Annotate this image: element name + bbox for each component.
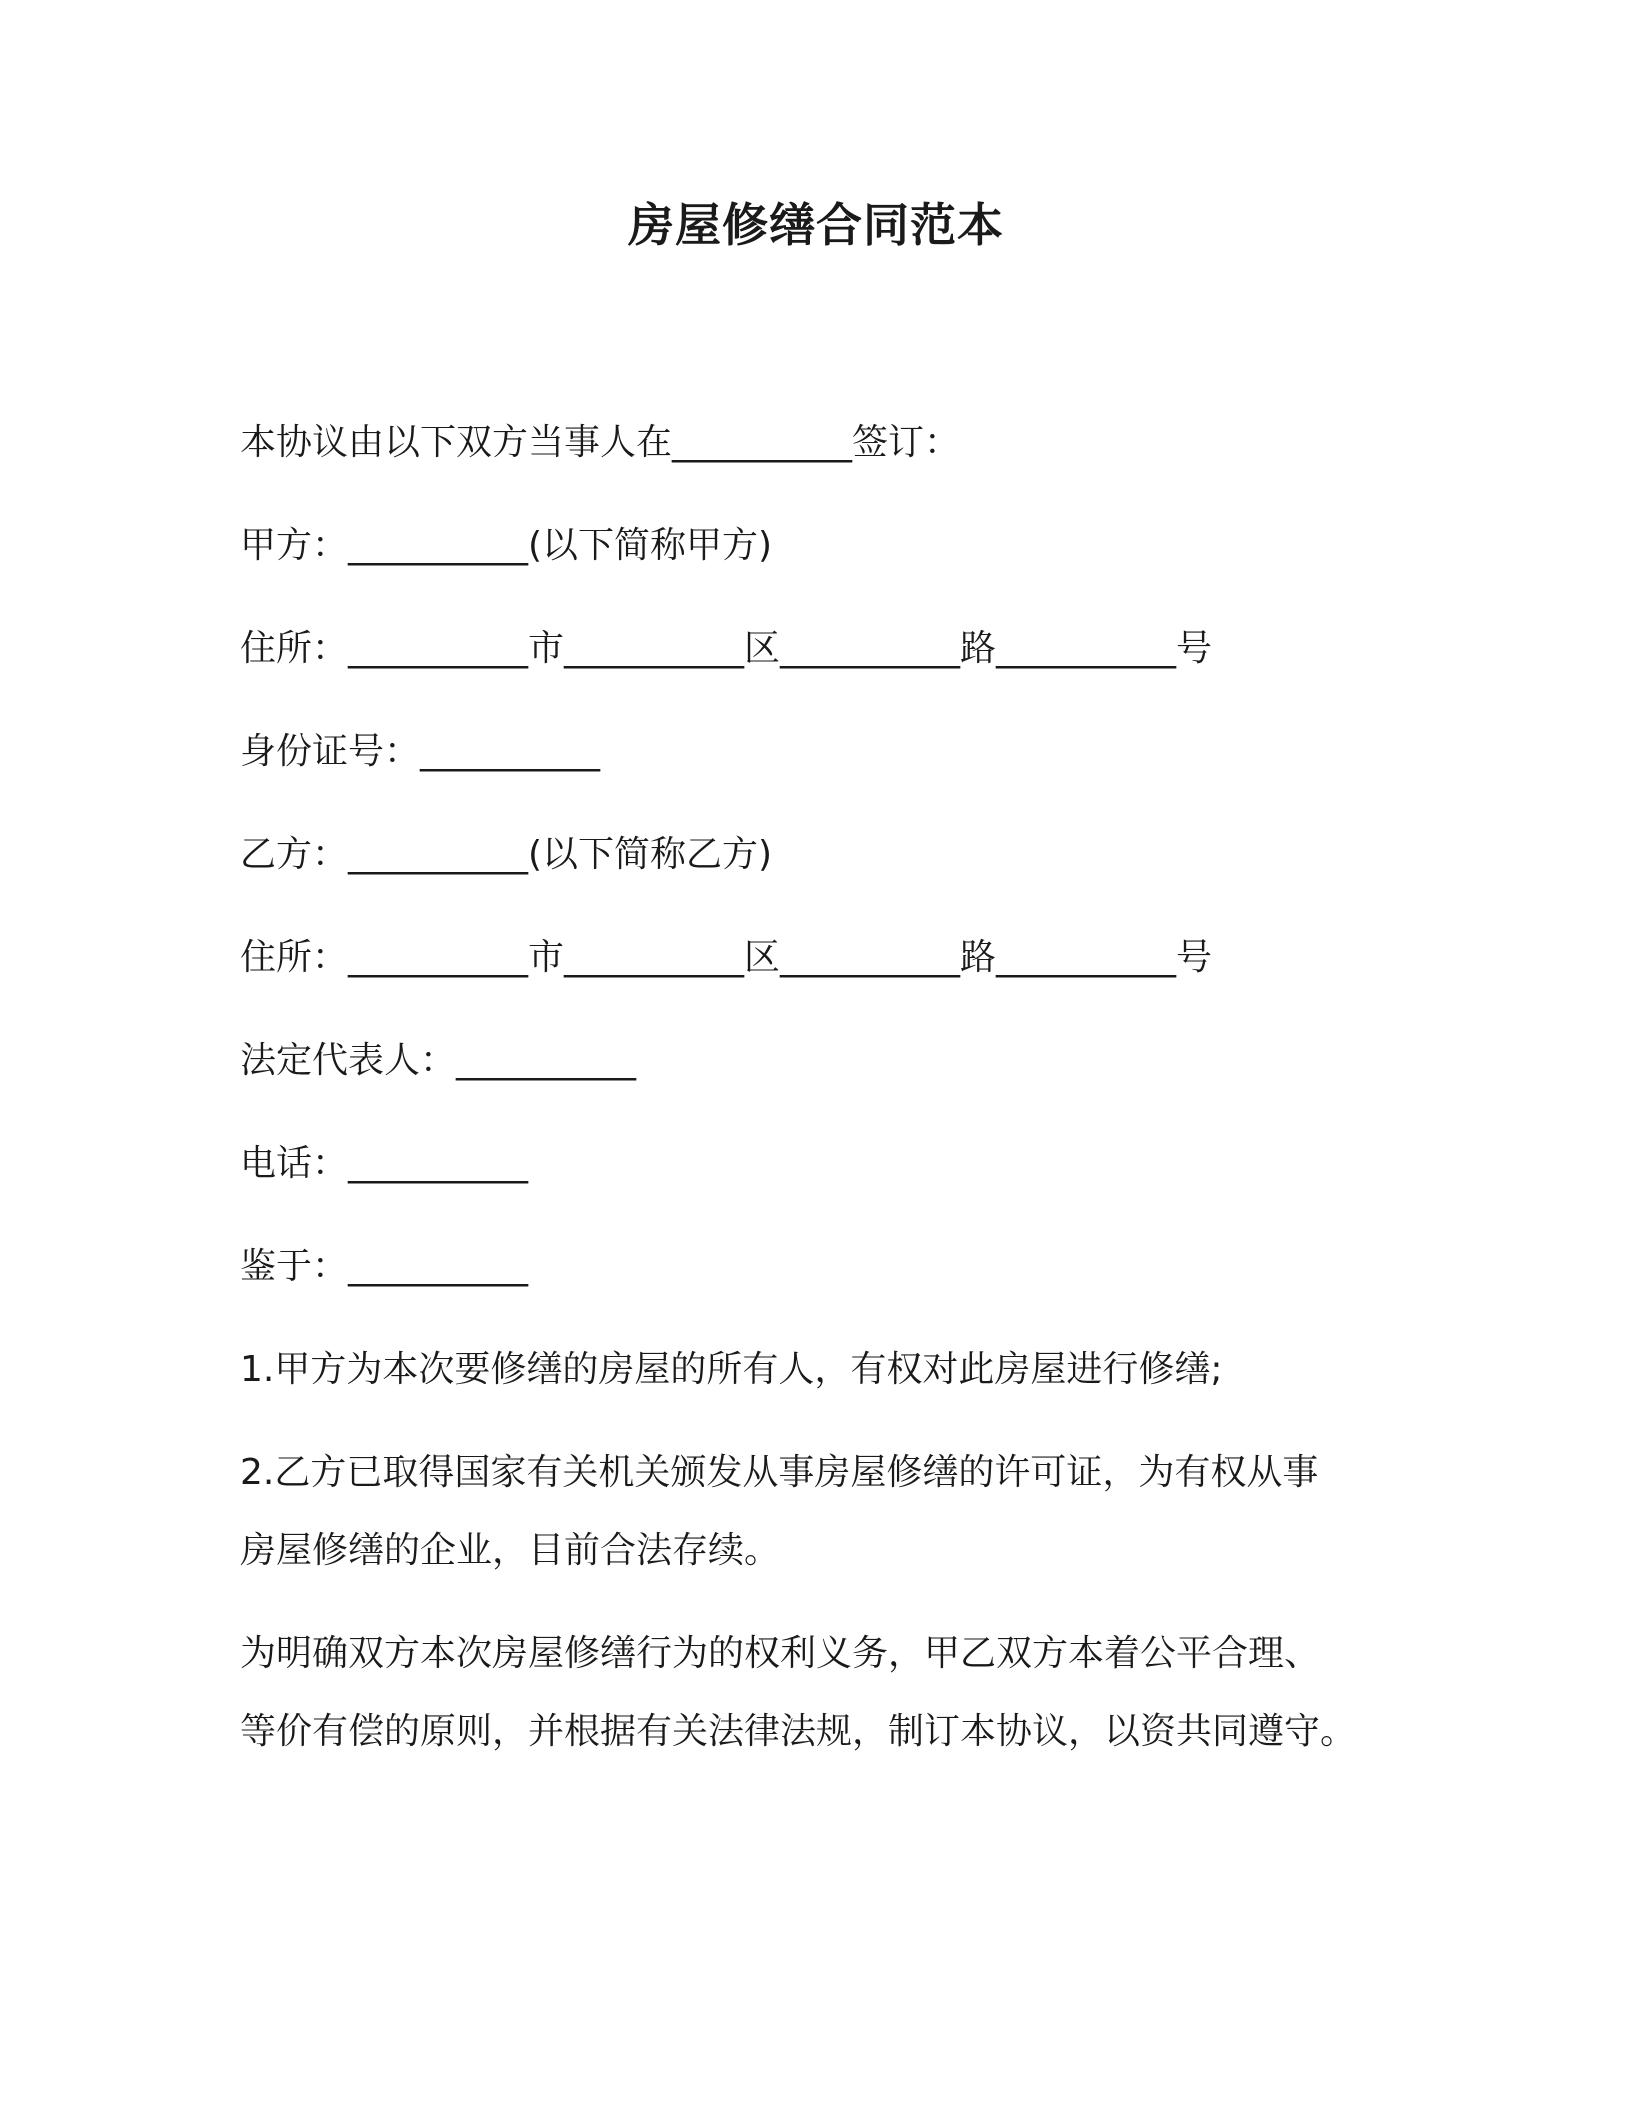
legal-representative-line: 法定代表人：__________ [240, 1040, 637, 1081]
purpose-line-1: 为明确双方本次房屋修缮行为的权利义务，甲乙双方本着公平合理、 [240, 1633, 1321, 1674]
party-a-address-line: 住所：__________市__________区__________路__________号 [240, 628, 1213, 669]
whereas-line: 鉴于：__________ [240, 1246, 529, 1287]
party-a-id-number-line: 身份证号：__________ [240, 731, 601, 772]
recital-2-line-2: 房屋修缮的企业，目前合法存续。 [240, 1530, 781, 1571]
phone-line: 电话：__________ [240, 1143, 529, 1184]
document-title: 房屋修缮合同范本 [628, 198, 1004, 252]
party-b-address-line: 住所：__________市__________区__________路__________号 [240, 937, 1213, 978]
purpose-line-2: 等价有偿的原则，并根据有关法律法规，制订本协议，以资共同遵守。 [240, 1711, 1357, 1752]
party-b-line: 乙方：__________(以下简称乙方) [240, 834, 773, 875]
recital-1: 1.甲方为本次要修缮的房屋的所有人，有权对此房屋进行修缮; [240, 1349, 1223, 1390]
party-a-line: 甲方：__________(以下简称甲方) [240, 525, 773, 566]
signing-location-line: 本协议由以下双方当事人在__________签订： [240, 422, 961, 463]
recital-2-line-1: 2.乙方已取得国家有关机关颁发从事房屋修缮的许可证，为有权从事 [240, 1452, 1319, 1493]
